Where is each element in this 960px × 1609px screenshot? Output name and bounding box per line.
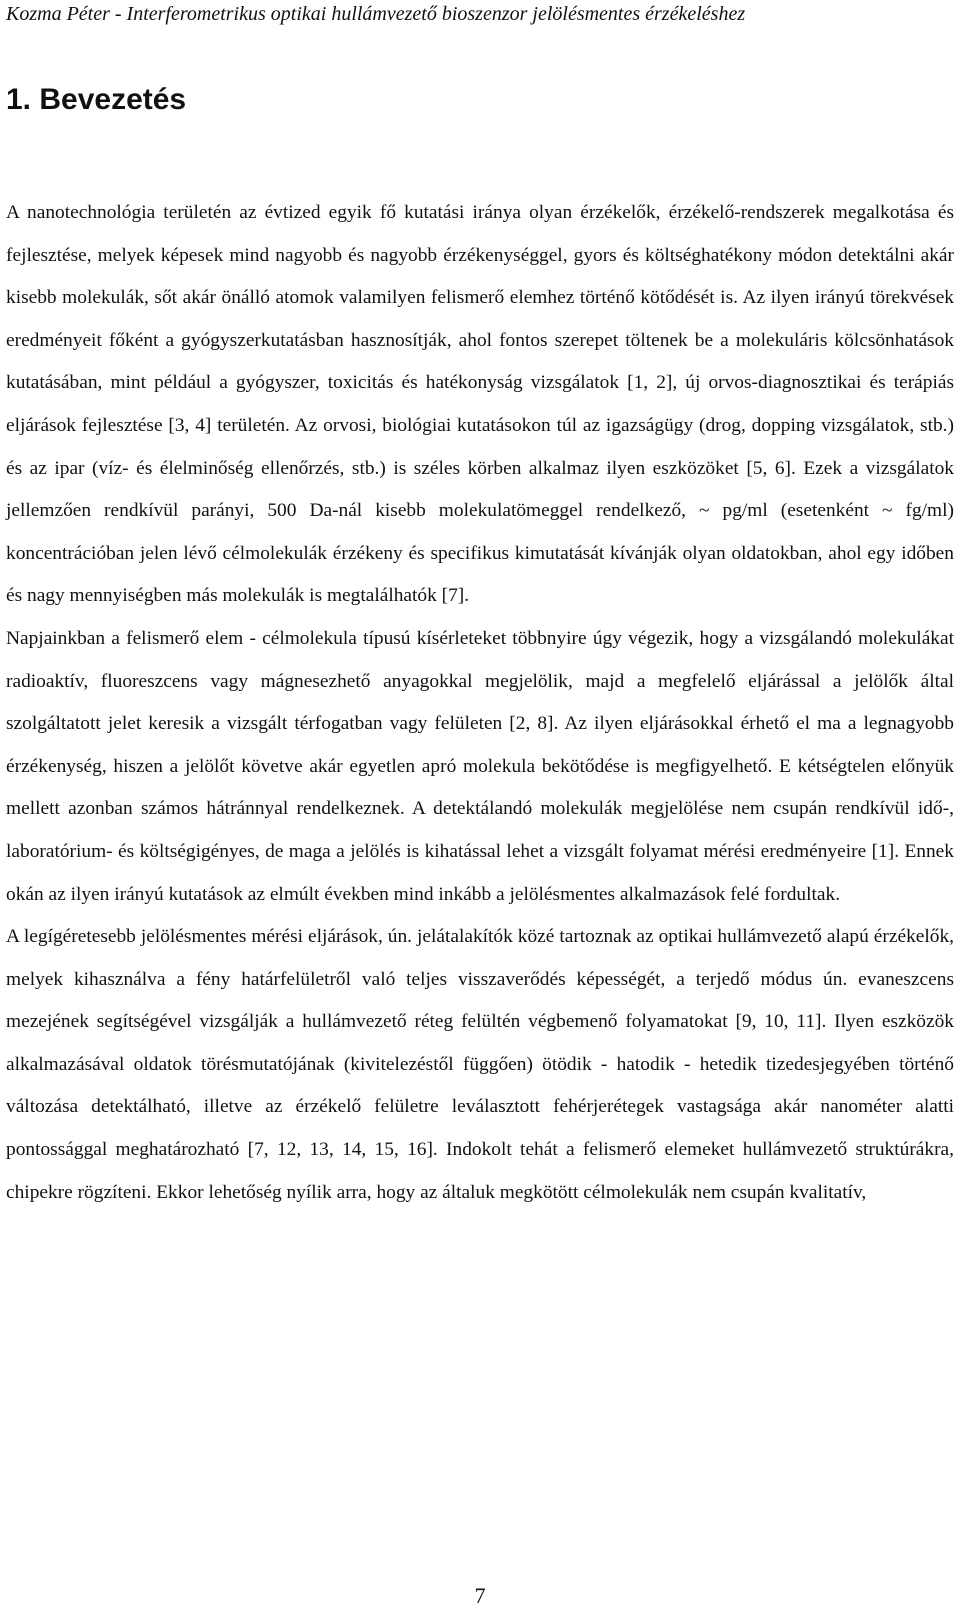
paragraph-waveguide-sensors: A legígéretesebb jelölésmentes mérési eljárások, ún. jelátalakítók közé tartoznak az optikai hullámvezető alapú érzékelők, melyek kihasználva a fény határfelületről való teljes visszaverődés képességét, a terjedő módus ún. evaneszcens mezejének segítségével vizsgálják a hullámvezető réteg felültén végbemenő folyamatokat [9, 10, 11]. Ilyen eszközök alkalmazásával oldatok törésmutatójának (kivitelezéstől függően) ötödik - hatodik - hetedik tizedesjegyében történő változása detektálható, illetve az érzékelő felületre leválasztott fehérjerétegek vastagsága akár nanométer alatti pontossággal meghatározható [7, 12, 13, 14, 15, 16]. Indokolt tehát a felismerő elemeket hullámvezető struktúrákra, chipekre rögzíteni. Ekkor lehetőség nyílik arra, hogy az általuk megkötött célmolekulák nem csupán kvalitatív, <box>6 926 954 1203</box>
body-text <box>6 192 954 1214</box>
paragraph-introduction: A nanotechnológia területén az évtized egyik fő kutatási iránya olyan érzékelők, érzékelő-rendszerek megalkotása és fejlesztése, melyek képesek mind nagyobb és nagyobb érzékenységgel, gyors és költséghatékony módon detektálni akár kisebb molekulák, sőt akár önálló atomok valamilyen felismerő elemhez történő kötődését is. Az ilyen irányú törekvések eredményeit főként a gyógyszerkutatásban hasznosítják, ahol fontos szerepet töltenek be a molekuláris kölcsönhatások kutatásában, mint például a gyógyszer, toxicitás és hatékonyság vizsgálatok [1, 2], új orvos-diagnosztikai és terápiás eljárások fejlesztése [3, 4] területén. Az orvosi, biológiai kutatásokon túl az igazságügy (drog, dopping vizsgálatok, stb.) és az ipar (víz- és élelminőség ellenőrzés, stb.) is széles körben alkalmaz ilyen eszközöket [5, 6]. Ezek a vizsgálatok jellemzően rendkívül parányi, 500 Da-nál kisebb molekulatömeggel rendelkező, ~ pg/ml (esetenként ~ fg/ml) koncentrációban jelen lévő célmolekulák érzékeny és specifikus kimutatását kívánják olyan oldatokban, ahol egy időben és nagy mennyiségben más molekulák is megtalálhatók [7]. <box>6 202 954 607</box>
section-title: 1. Bevezetés <box>6 83 187 116</box>
page-number: 7 <box>474 1583 486 1608</box>
paragraph-labeling-methods: Napjainkban a felismerő elem - célmolekula típusú kísérleteket többnyire úgy végezik, hogy a vizsgálandó molekulákat radioaktív, fluoreszcens vagy mágnesezhető anyagokkal megjelölik, majd a megfelelő eljárással a jelölők által szolgáltatott jelet keresik a vizsgált térfogatban vagy felületen [2, 8]. Az ilyen eljárásokkal érhető el ma a legnagyobb érzékenység, hiszen a jelölőt követve akár egyetlen apró molekula bekötődése is megfigyelhető. E kétségtelen előnyük mellett azonban számos hátránnyal rendelkeznek. A detektálandó molekulák megjelölése nem csupán rendkívül idő-, laboratórium- és költségigényes, de maga a jelölés is kihatással lehet a vizsgált folyamat mérési eredményeire [1]. Ennek okán az ilyen irányú kutatások az elmúlt években mind inkább a jelölésmentes alkalmazások felé fordultak. <box>6 627 954 905</box>
running-header: Kozma Péter - Interferometrikus optikai hullámvezető bioszenzor jelölésmentes érzékeléshez <box>6 3 746 25</box>
